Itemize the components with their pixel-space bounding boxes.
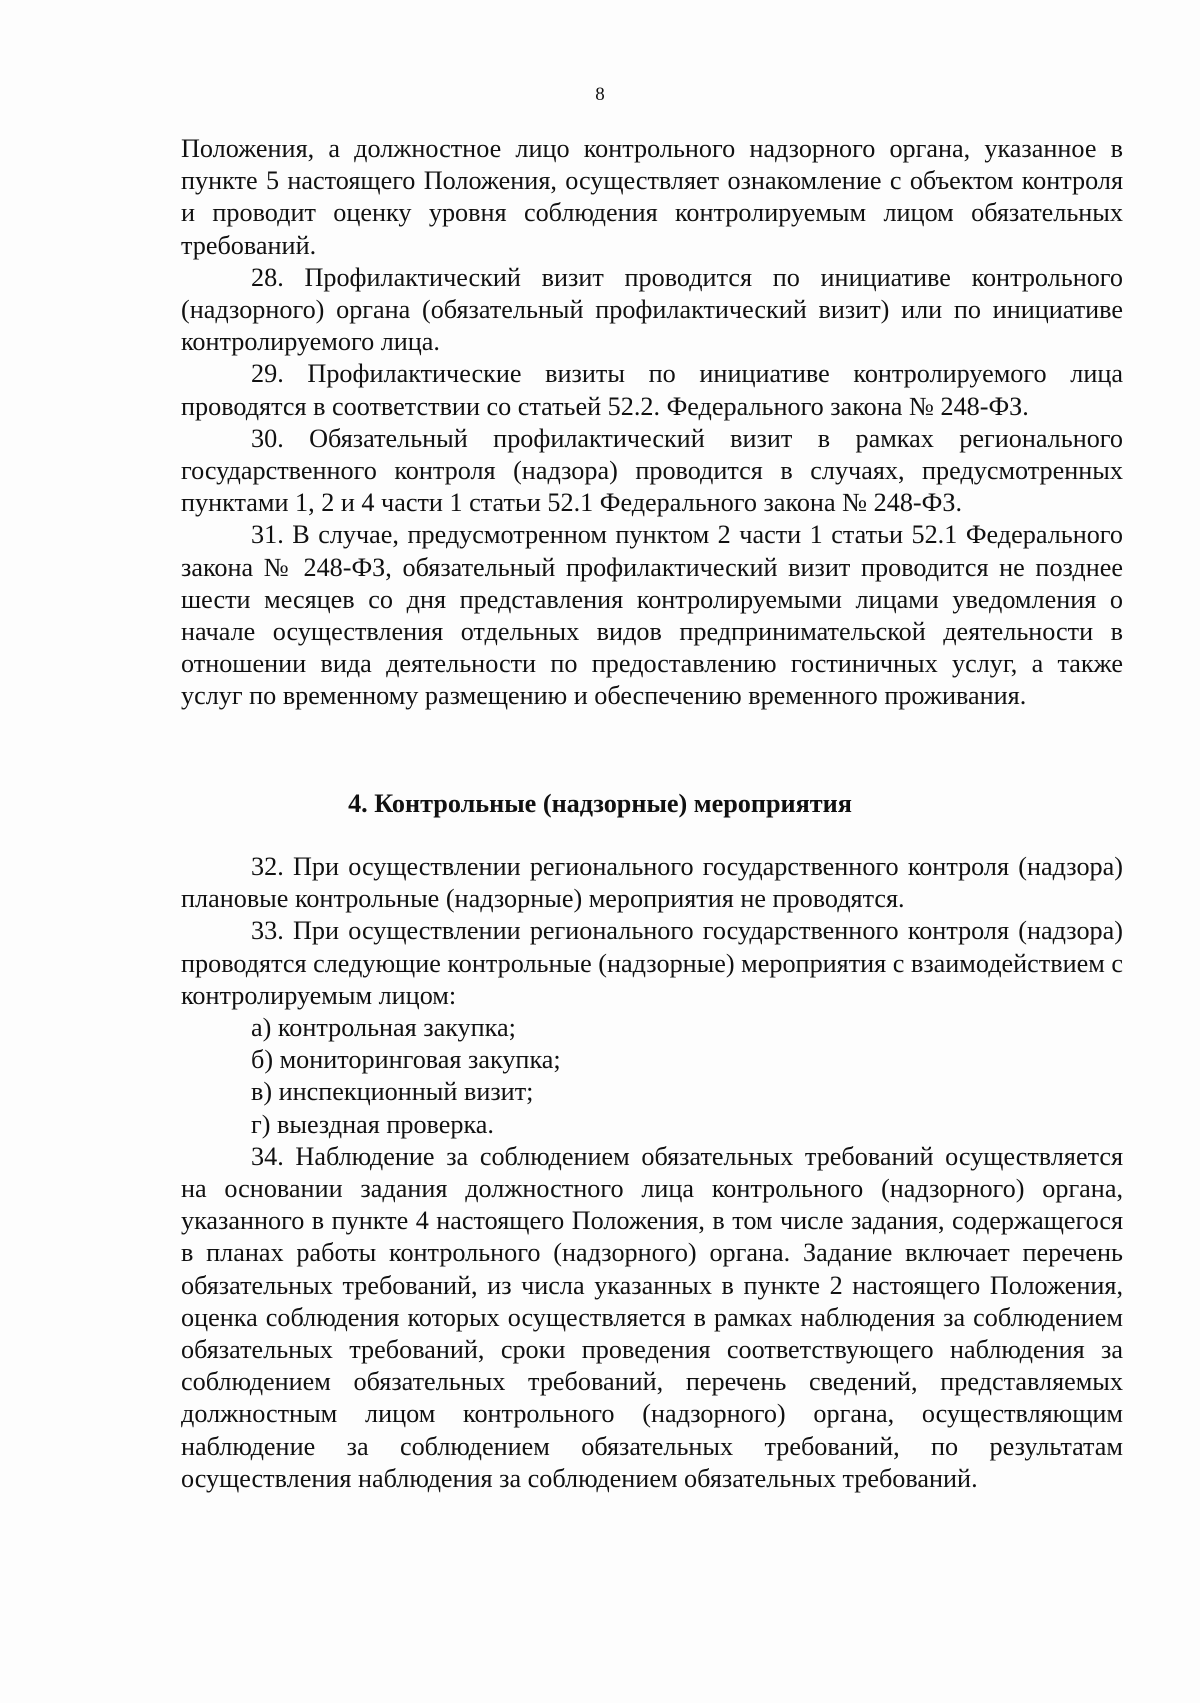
intro-paragraph: Положения, а должностное лицо контрольного надзорного органа, указанное в пункте 5 настоящего Положения, осуществляет ознакомление с объектом контроля и проводит оценку уровня соблюдения контролируемым лицом обязательных требований. [181,134,1123,260]
body-text-top [181,133,1123,713]
paragraph-34: 34. Наблюдение за соблюдением обязательных требований осуществляется на основании задания должностного лица контрольного (надзорного) органа, указанного в пункте 4 настоящего Положения, в том числе задания, содержащегося в планах работы контрольного (надзорного) органа. Задание включает перечень обязательных требований, из числа указанных в пункте 2 настоящего Положения, оценка соблюдения которых осуществляется в рамках наблюдения за соблюдением обязательных требований, сроки проведения соответствующего наблюдения за соблюдением обязательных требований, перечень сведений, представляемых должностным лицом контрольного (надзорного) органа, осуществляющим наблюдение за соблюдением обязательных требований, по результатам осуществления наблюдения за соблюдением обязательных требований. [181,1141,1123,1493]
list-item: г) выездная проверка. [251,1109,494,1139]
body-text-bottom [181,851,1123,1495]
list-item: в) инспекционный визит; [251,1077,534,1107]
paragraph-32: 32. При осуществлении регионального государственного контроля (надзора) плановые контрольные (надзорные) мероприятия не проводятся. [181,852,1123,914]
paragraph-30: 30. Обязательный профилактический визит в рамках регионального государственного контроля (надзора) проводится в случаях, предусмотренных пунктами 1, 2 и 4 части 1 статьи 52.1 Федерального закона № 248-ФЗ. [181,423,1123,518]
paragraph-28: 28. Профилактический визит проводится по инициативе контрольного (надзорного) органа (обязательный профилактический визит) или по инициативе контролируемого лица. [181,262,1123,357]
paragraph-33: 33. При осуществлении регионального государственного контроля (надзора) проводятся следующие контрольные (надзорные) мероприятия с взаимодействием с контролируемым лицом: [181,916,1123,1010]
paragraph-29: 29. Профилактические визиты по инициативе контролируемого лица проводятся в соответствии со статьей 52.2. Федерального закона № 248-ФЗ. [181,359,1123,421]
page-number: 8 [595,84,605,105]
list-item: а) контрольная закупка; [251,1013,516,1043]
list-item: б) мониторинговая закупка; [251,1045,561,1075]
section-heading: 4. Контрольные (надзорные) мероприятия [348,789,852,818]
paragraph-31: 31. В случае, предусмотренном пунктом 2 части 1 статьи 52.1 Федерального закона № 248-ФЗ, обязательный профилактический визит проводится не позднее шести месяцев со дня представления контролируемыми лицами уведомления о начале осуществления отдельных видов предпринимательской деятельности в отношении вида деятельности по предоставлению гостиничных услуг, а также услуг по временному размещению и обеспечению временного проживания. [181,520,1123,711]
